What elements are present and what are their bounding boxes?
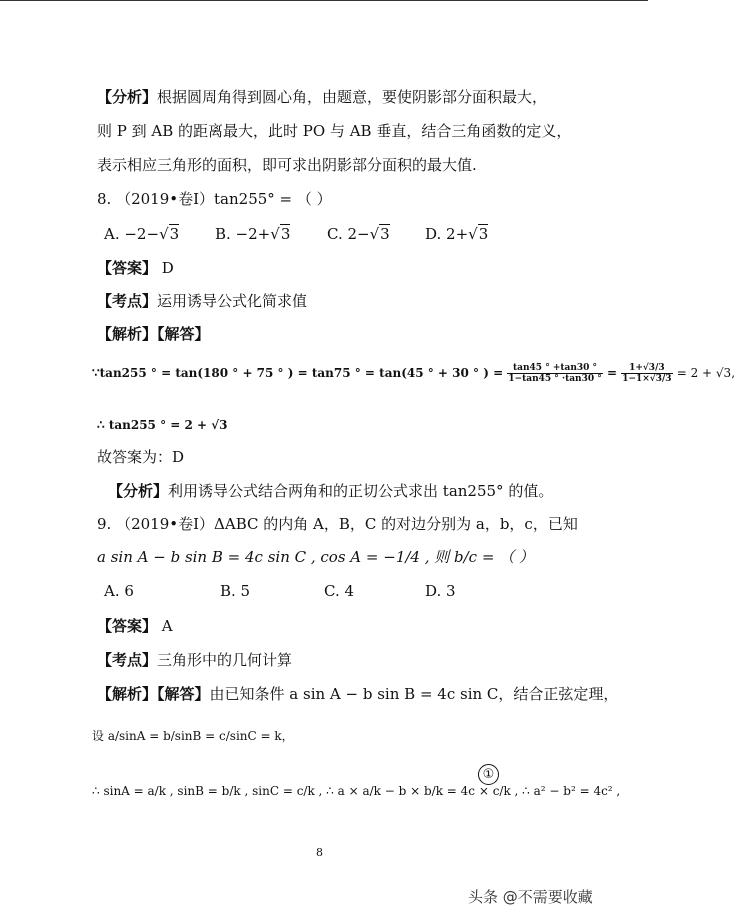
q8-calculation: ∵tan255 ° = tan(180 ° + 75 ° ) = tan75 ° = tan(45 ° + 30 ° ) = $\frac{\tan 45 ^\circ +\tan 30 ^\circ}{1-\tan 45 ^\circ \cdot\tan 30 ^\circ}$ = $\frac{1+√3/3}{1-1\times√3/3}$ = 2 + √3, [92, 363, 735, 384]
q9-answer: 【答案】 A [97, 617, 173, 635]
q9-derive-line: ∴ sinA = a/k , sinB = b/k , sinC = c/k , ∴ a × a/k − b × b/k = 4c × c/k , ∴ a² − b² = 4c² , [92, 784, 621, 798]
q8-fraction-1: $\frac{\tan 45 ^\circ +\tan 30 ^\circ}{1-\tan 45 ^\circ \cdot\tan 30 ^\circ}$ [508, 363, 602, 384]
q8-option-d: D. 2+√3 [425, 225, 489, 243]
page-number: 8 [316, 846, 323, 859]
top-border [0, 0, 648, 1]
q9-option-d: D. 3 [425, 582, 456, 600]
q8-option-c: C. 2−√3 [327, 225, 390, 243]
q9-option-a: A. 6 [104, 582, 134, 600]
q8-option-b: B. −2+√3 [215, 225, 291, 243]
q9-let-line: 设 a/sinA = b/sinB = c/sinC = k， [92, 729, 294, 743]
analysis-tag: 【分析】 [97, 88, 158, 106]
q8-conclusion: ∴ tan255 ° = 2 + √3 [97, 418, 228, 432]
q9-condition: a sin A − b sin B = 4c sin C , cos A = −1/4 , 则 b/c = （ ） [97, 548, 534, 566]
answer-value: D [161, 259, 174, 277]
q8-answer [97, 257, 174, 279]
q9-option-b: B. 5 [220, 582, 251, 600]
analysis-text-1: 根据圆周角得到圆心角，由题意，要使阴影部分面积最大， [157, 88, 548, 106]
q8-option-a: A. −2−√3 [104, 225, 180, 243]
analysis-line-2: 则 P 到 AB 的距离最大，此时 PO 与 AB 垂直，结合三角函数的定义， [97, 122, 572, 140]
question-8-stem: 8. （2019•卷Ⅰ）tan255° = （ ） [97, 190, 332, 208]
point-text: 运用诱导公式化简求值 [157, 292, 308, 310]
q9-solution: 【解析】【解答】由已知条件 a sin A − b sin B = 4c sin C，结合正弦定理， [97, 685, 619, 703]
watermark: 头条 @不需要收藏 [468, 888, 593, 906]
q8-analysis: 【分析】利用诱导公式结合两角和的正切公式求出 tan255° 的值。 [108, 482, 554, 500]
circled-one-marker: ① [478, 764, 499, 785]
question-9-stem: 9. （2019•卷Ⅰ）ΔABC 的内角 A，B，C 的对边分别为 a，b，c，已知 [97, 515, 578, 533]
q8-final-answer: 故答案为：D [97, 448, 185, 466]
analysis-line-1 [97, 86, 547, 108]
q8-point [97, 290, 307, 312]
point-tag: 【考点】 [97, 292, 158, 310]
q9-option-c: C. 4 [324, 582, 355, 600]
q8-fraction-2: $\frac{1+√3/3}{1-1\times√3/3}$ [622, 363, 672, 384]
analysis-line-3: 表示相应三角形的面积，即可求出阴影部分面积的最大值. [97, 156, 477, 174]
answer-tag: 【答案】 [97, 259, 158, 277]
q9-point: 【考点】三角形中的几何计算 [97, 651, 293, 669]
q8-solution-tag: 【解析】【解答】 [97, 325, 210, 343]
